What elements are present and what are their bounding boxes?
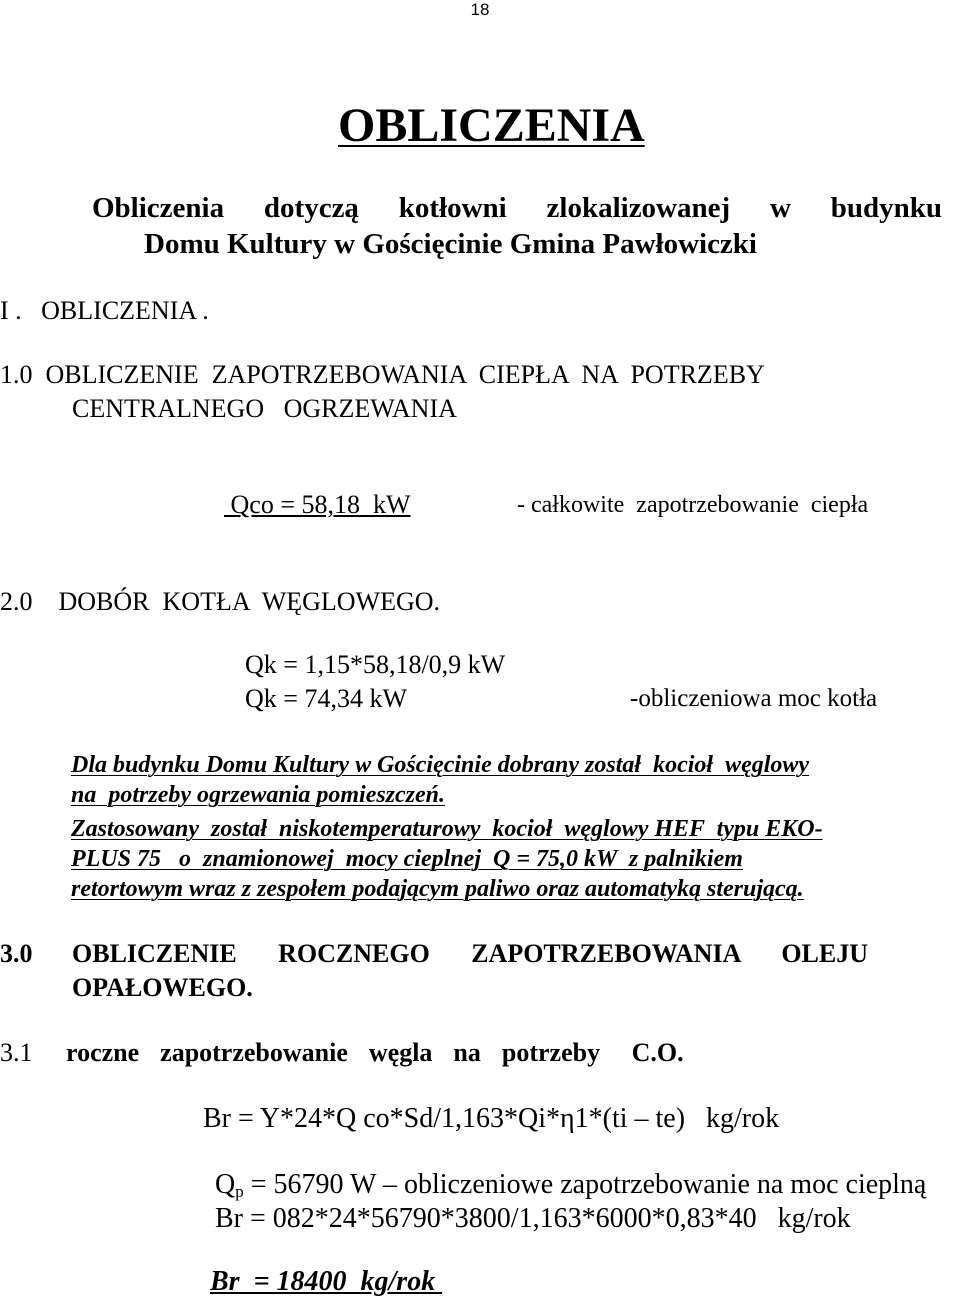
section-3-1-number: 3.1: [0, 1038, 33, 1067]
br-result: Br = 18400 kg/rok: [210, 1266, 443, 1297]
boiler-note-line-1: Dla budynku Domu Kultury w Gościęcinie dobrany został kocioł węglowy: [71, 752, 810, 778]
br-formula: Br = Y*24*Q co*Sd/1,163*Qi*η1*(ti – te) kg/rok: [203, 1103, 780, 1134]
br-calculation: Br = 082*24*56790*3800/1,163*6000*0,83*40 kg/rok: [215, 1203, 851, 1234]
page-title: OBLICZENIA: [338, 99, 645, 152]
qk-description: -obliczeniowa moc kotła: [630, 685, 878, 712]
section-I-heading: I . OBLICZENIA .: [0, 296, 209, 325]
section-3-heading-line-1: OBLICZENIE ROCZNEGO ZAPOTRZEBOWANIA OLEJU: [72, 939, 868, 968]
qk-formula: Qk = 1,15*58,18/0,9 kW: [245, 650, 506, 679]
qp-letter: Q: [215, 1169, 236, 1200]
intro-line-1: Obliczenia dotyczą kotłowni zlokalizowanej w budynku: [92, 192, 942, 224]
section-1-heading-line-2: CENTRALNEGO OGRZEWANIA: [72, 394, 457, 423]
section-3-heading-line-2: OPAŁOWEGO.: [72, 973, 253, 1002]
qp-subscript: p: [235, 1182, 244, 1201]
intro-line-2: Domu Kultury w Gościęcinie Gmina Pawłowiczki: [144, 228, 757, 260]
section-1-heading-line-1: 1.0 OBLICZENIE ZAPOTRZEBOWANIA CIEPŁA NA POTRZEBY: [0, 360, 765, 389]
page-number: 18: [470, 0, 490, 19]
boiler-note-line-3: Zastosowany został niskotemperaturowy kocioł węglowy HEF typu EKO-: [71, 816, 823, 842]
qco-description: - całkowite zapotrzebowanie ciepła: [517, 492, 869, 518]
boiler-note-line-4: PLUS 75 o znamionowej mocy cieplnej Q = 75,0 kW z palnikiem: [71, 846, 743, 872]
section-2-heading: 2.0 DOBÓR KOTŁA WĘGLOWEGO.: [0, 587, 441, 616]
boiler-note-line-2: na potrzeby ogrzewania pomieszczeń.: [71, 782, 446, 808]
section-3-1-heading: roczne zapotrzebowanie węgla na potrzeby C.O.: [66, 1038, 684, 1067]
qco-formula: Qco = 58,18 kW: [224, 490, 411, 519]
qp-description: = 56790 W – obliczeniowe zapotrzebowanie na moc cieplną: [243, 1169, 927, 1200]
boiler-note-line-5: retortowym wraz z zespołem podającym paliwo oraz automatyką sterującą.: [71, 876, 804, 902]
section-3-number: 3.0: [0, 939, 33, 968]
qk-result: Qk = 74,34 kW: [245, 684, 407, 713]
